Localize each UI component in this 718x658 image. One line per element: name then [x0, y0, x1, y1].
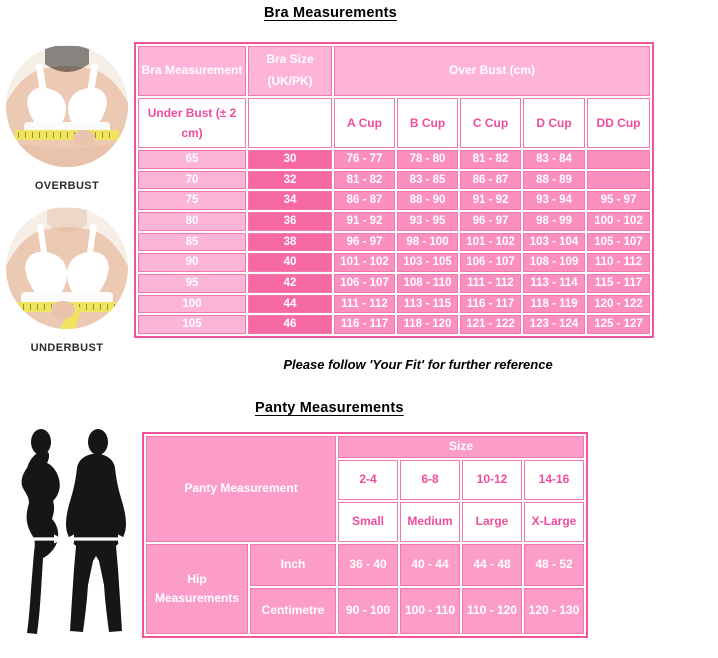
size-name: Large	[462, 502, 522, 542]
cup-range-value: 78 - 80	[397, 150, 458, 169]
cup-range-value: 106 - 107	[460, 253, 521, 272]
bra-data-row	[138, 253, 650, 272]
cup-range-value: 81 - 82	[334, 171, 395, 190]
bra-data-row	[138, 315, 650, 334]
cup-range-value: 95 - 97	[587, 191, 650, 210]
bra-size-value: 36	[248, 212, 332, 231]
bra-data-row	[138, 233, 650, 252]
cm-value: 90 - 100	[338, 588, 398, 634]
panty-measurement-header: Panty Measurement	[146, 436, 336, 542]
cm-value: 110 - 120	[462, 588, 522, 634]
cup-range-value: 106 - 107	[334, 274, 395, 293]
underbust-value: 65	[138, 150, 246, 169]
underbust-value: 75	[138, 191, 246, 210]
underbust-value: 80	[138, 212, 246, 231]
cup-range-value: 123 - 124	[523, 315, 585, 334]
underbust-value: 95	[138, 274, 246, 293]
cup-header: DD Cup	[587, 98, 650, 148]
bra-data-row	[138, 274, 650, 293]
cup-range-value: 93 - 94	[523, 191, 585, 210]
size-name: X-Large	[524, 502, 584, 542]
cup-range-value: 118 - 119	[523, 295, 585, 314]
size-number: 14-16	[524, 460, 584, 500]
cup-range-value: 110 - 112	[587, 253, 650, 272]
bra-size-value: 42	[248, 274, 332, 293]
cup-range-value: 108 - 110	[397, 274, 458, 293]
cup-range-value	[587, 150, 650, 169]
size-header: Size	[338, 436, 584, 458]
cup-range-value: 101 - 102	[334, 253, 395, 272]
size-number: 6-8	[400, 460, 460, 500]
hip-inch-row	[146, 544, 584, 586]
cup-range-value: 88 - 90	[397, 191, 458, 210]
cup-range-value: 101 - 102	[460, 233, 521, 252]
cup-range-value: 96 - 97	[460, 212, 521, 231]
bra-data-row	[138, 295, 650, 314]
bra-header-row	[138, 46, 650, 96]
bra-data-row	[138, 191, 650, 210]
bra-size-value: 40	[248, 253, 332, 272]
panty-header-row	[146, 436, 584, 458]
underbust-label: UNDERBUST	[30, 342, 104, 354]
fit-reference-note: Please follow 'Your Fit' for further reference	[283, 357, 553, 372]
cup-range-value: 86 - 87	[334, 191, 395, 210]
bra-data-row	[138, 212, 650, 231]
cup-header: A Cup	[334, 98, 395, 148]
cup-range-value: 76 - 77	[334, 150, 395, 169]
bra-size-value: 30	[248, 150, 332, 169]
cm-value: 100 - 110	[400, 588, 460, 634]
cup-range-value: 108 - 109	[523, 253, 585, 272]
overbust-figure	[5, 44, 129, 192]
bra-size-value: 32	[248, 171, 332, 190]
centimetre-label: Centimetre	[250, 588, 336, 634]
cup-range-value: 98 - 100	[397, 233, 458, 252]
cup-header: D Cup	[523, 98, 585, 148]
inch-value: 40 - 44	[400, 544, 460, 586]
bra-data-row	[138, 171, 650, 190]
cup-range-value: 111 - 112	[334, 295, 395, 314]
cup-range-value: 91 - 92	[460, 191, 521, 210]
cup-range-value: 115 - 117	[587, 274, 650, 293]
bra-size-value: 34	[248, 191, 332, 210]
inch-label: Inch	[250, 544, 336, 586]
cup-range-value: 83 - 84	[523, 150, 585, 169]
underbust-value: 105	[138, 315, 246, 334]
panty-measurements-table	[142, 432, 588, 638]
underbust-figure	[5, 206, 129, 354]
cup-range-value: 105 - 107	[587, 233, 650, 252]
inch-value: 48 - 52	[524, 544, 584, 586]
inch-value: 44 - 48	[462, 544, 522, 586]
bra-section-title: Bra Measurements	[264, 5, 397, 21]
cup-range-value: 100 - 102	[587, 212, 650, 231]
under-bust-header: Under Bust (± 2 cm)	[138, 98, 246, 148]
cup-range-value: 103 - 104	[523, 233, 585, 252]
overbust-photo	[5, 44, 129, 168]
cup-range-value: 88 - 89	[523, 171, 585, 190]
bra-size-header: Bra Size (UK/PK)	[248, 46, 332, 96]
size-number: 2-4	[338, 460, 398, 500]
overbust-label: OVERBUST	[34, 180, 100, 192]
cup-range-value: 113 - 114	[523, 274, 585, 293]
over-bust-header: Over Bust (cm)	[334, 46, 650, 96]
size-number: 10-12	[462, 460, 522, 500]
bra-subheader-row	[138, 98, 650, 148]
cup-range-value	[587, 171, 650, 190]
cup-range-value: 81 - 82	[460, 150, 521, 169]
underbust-value: 90	[138, 253, 246, 272]
bra-measurements-table	[134, 42, 654, 338]
cup-range-value: 111 - 112	[460, 274, 521, 293]
cup-range-value: 116 - 117	[460, 295, 521, 314]
cup-range-value: 93 - 95	[397, 212, 458, 231]
bra-data-row	[138, 150, 650, 169]
size-name: Small	[338, 502, 398, 542]
cup-range-value: 98 - 99	[523, 212, 585, 231]
bra-size-value: 44	[248, 295, 332, 314]
cup-range-value: 103 - 105	[397, 253, 458, 272]
cup-header: B Cup	[397, 98, 458, 148]
cm-value: 120 - 130	[524, 588, 584, 634]
bra-measurement-header: Bra Measurement	[138, 46, 246, 96]
cup-range-value: 121 - 122	[460, 315, 521, 334]
cup-range-value: 116 - 117	[334, 315, 395, 334]
empty-cell	[248, 98, 332, 148]
underbust-photo	[5, 206, 129, 330]
size-name: Medium	[400, 502, 460, 542]
underbust-value: 100	[138, 295, 246, 314]
hip-silhouette-image	[6, 427, 134, 645]
underbust-value: 85	[138, 233, 246, 252]
cup-header: C Cup	[460, 98, 521, 148]
cup-range-value: 83 - 85	[397, 171, 458, 190]
cup-range-value: 113 - 115	[397, 295, 458, 314]
cup-range-value: 120 - 122	[587, 295, 650, 314]
cup-range-value: 86 - 87	[460, 171, 521, 190]
bra-size-value: 46	[248, 315, 332, 334]
inch-value: 36 - 40	[338, 544, 398, 586]
bra-size-value: 38	[248, 233, 332, 252]
cup-range-value: 91 - 92	[334, 212, 395, 231]
cup-range-value: 118 - 120	[397, 315, 458, 334]
cup-range-value: 125 - 127	[587, 315, 650, 334]
panty-section-title: Panty Measurements	[255, 400, 404, 416]
hip-measurements-header: Hip Measurements	[146, 544, 248, 634]
underbust-value: 70	[138, 171, 246, 190]
cup-range-value: 96 - 97	[334, 233, 395, 252]
